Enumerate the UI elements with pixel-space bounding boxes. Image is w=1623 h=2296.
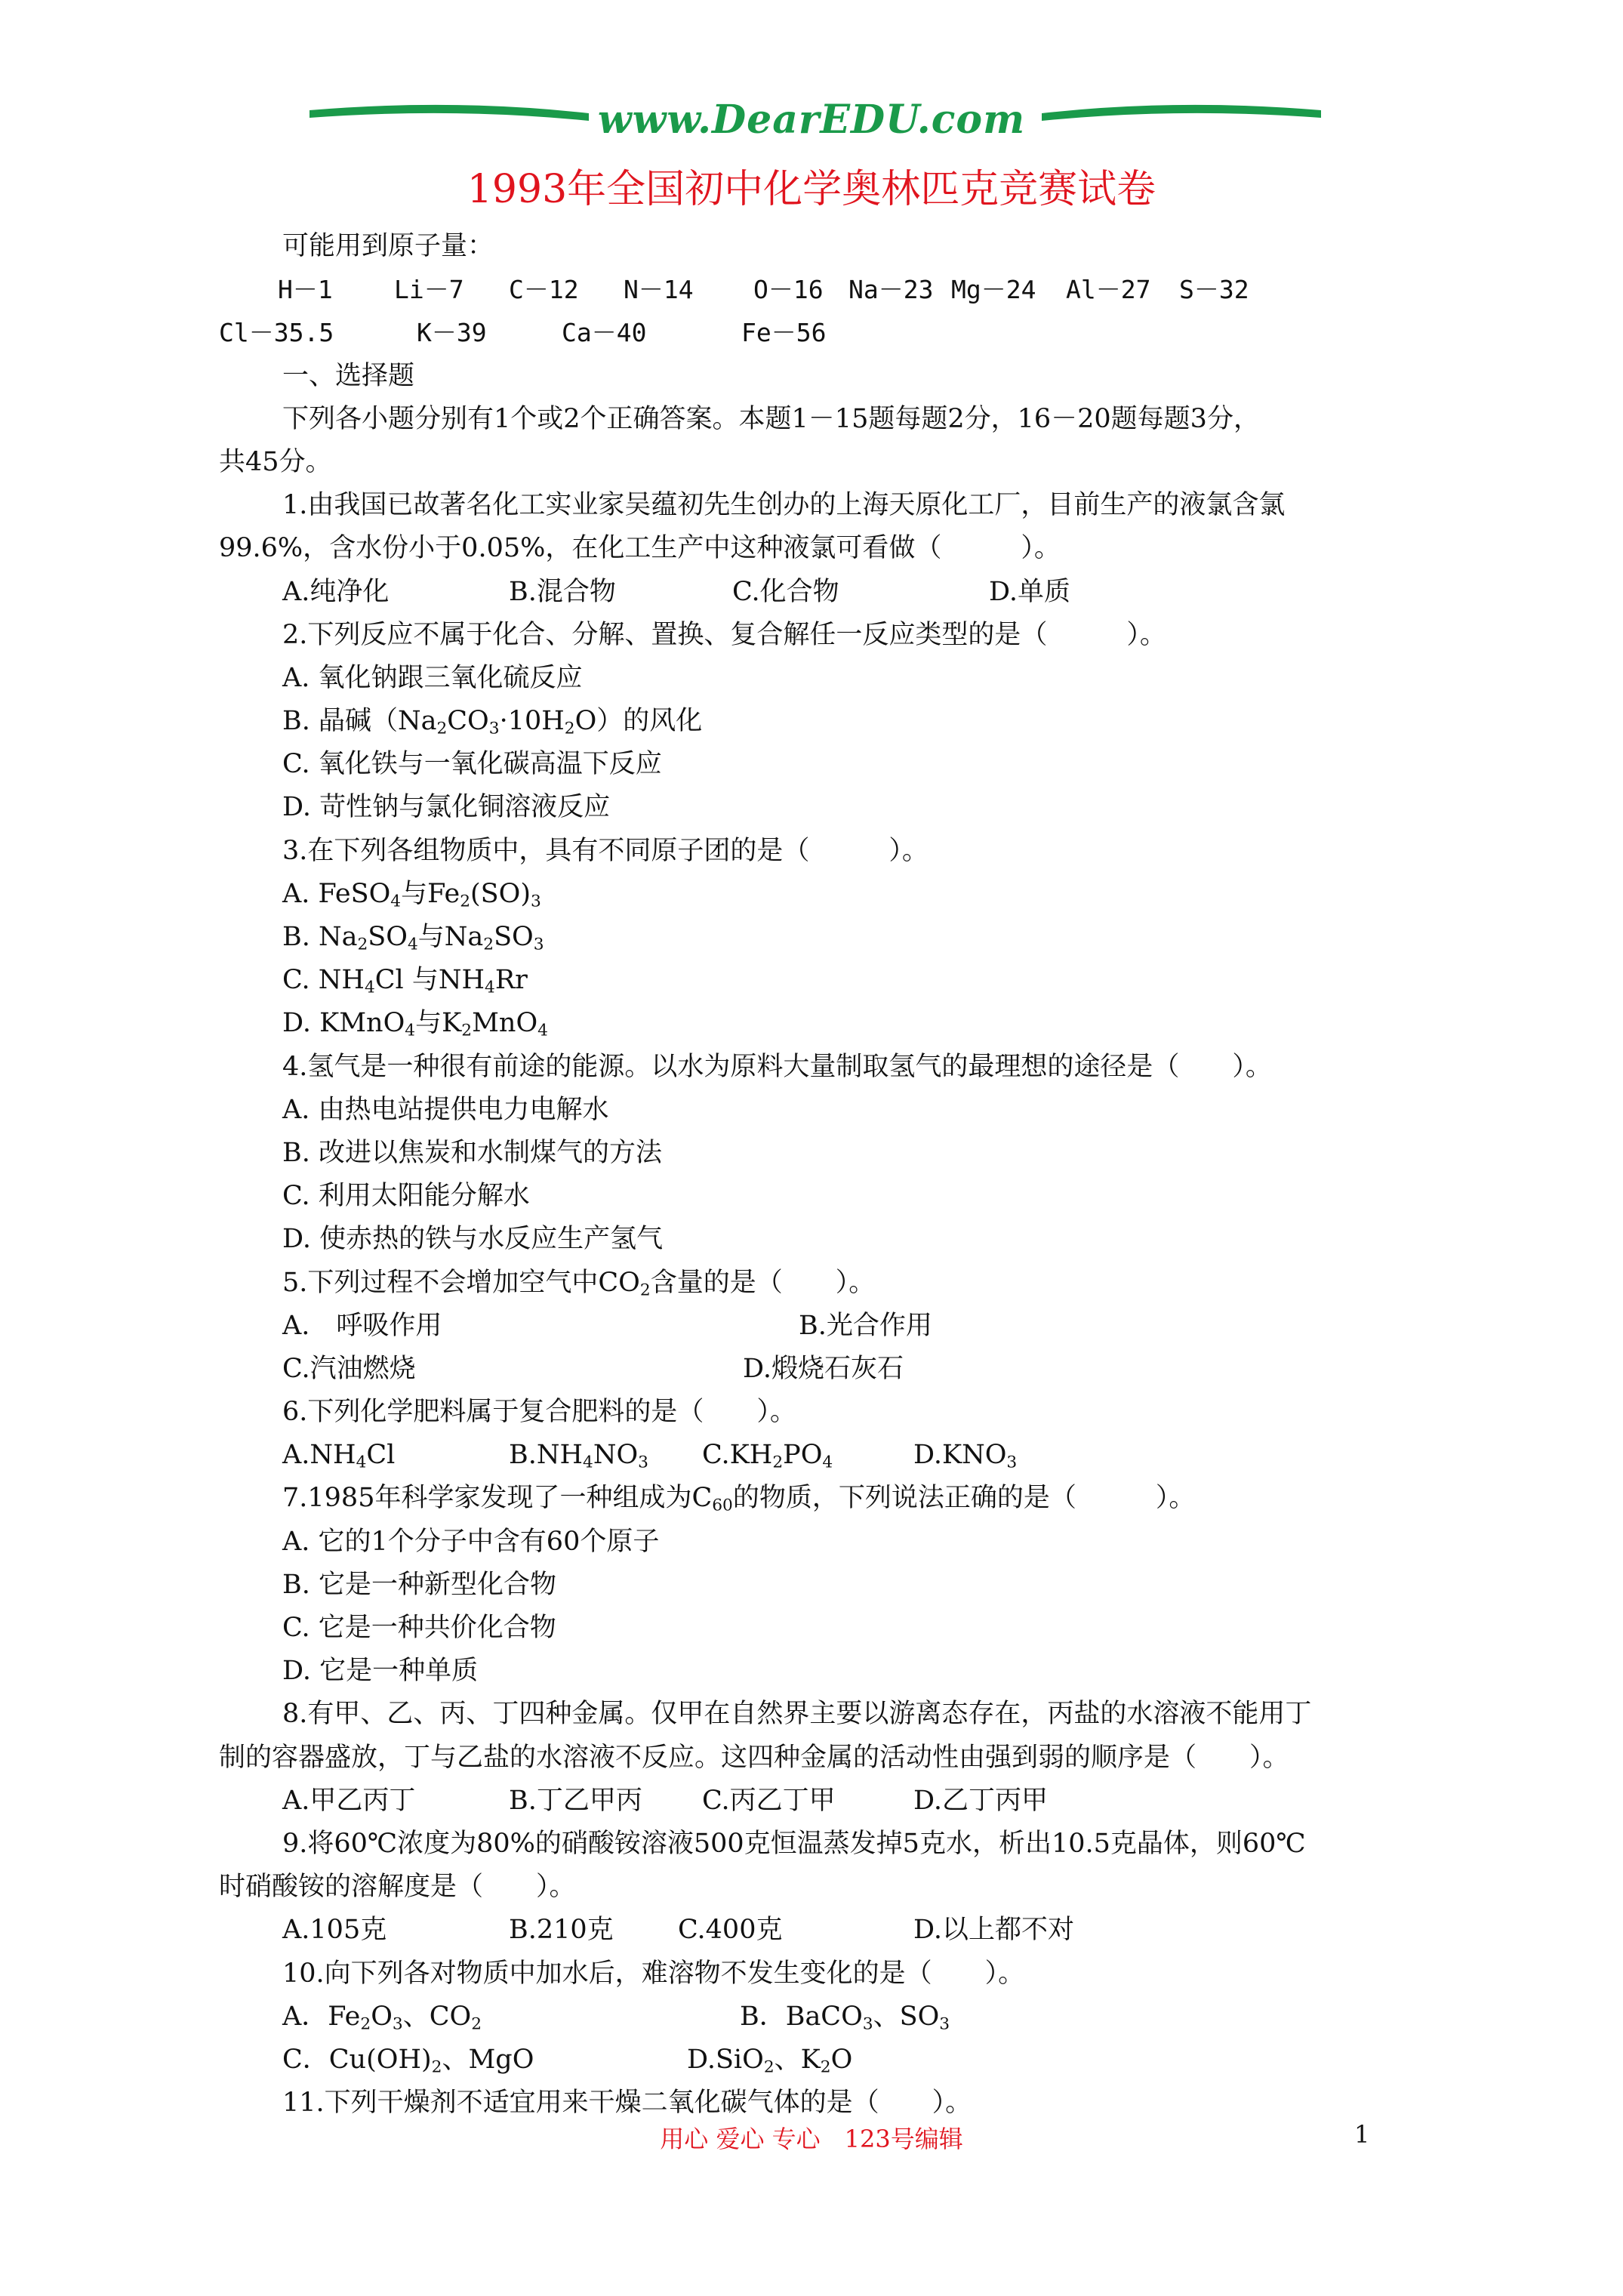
option-d: D. 它是一种单质 (282, 1656, 479, 1687)
option-a: A. 呼吸作用 (282, 1310, 442, 1341)
option-c: C.400克 (678, 1915, 783, 1946)
site-name[interactable]: www.DearEDU.com (597, 97, 1026, 143)
question-5-options-row-1 (219, 1305, 1412, 1348)
atomic-weight: Cl－35.5 (219, 318, 334, 348)
option-b: B.丁乙甲丙 (509, 1785, 642, 1816)
option-b: B.光合作用 (799, 1310, 932, 1341)
question-11-stem: 11.下列干燥剂不适宜用来干燥二氧化碳气体的是（ ）。 (282, 2088, 972, 2119)
question-10-stem: 10.向下列各对物质中加水后，难溶物不发生变化的是（ ）。 (282, 1958, 1025, 1989)
question-6-stem: 6.下列化学肥料属于复合肥料的是（ ）。 (282, 1397, 796, 1428)
option-b: B. $Na_2SO_4$与$Na_2SO_3$ (282, 922, 544, 954)
option-a: A. 它的1个分子中含有60个原子 (282, 1526, 660, 1557)
option-c: $C.KH_2PO_4$ (702, 1440, 833, 1472)
atomic-weight-row-2 (219, 311, 1412, 354)
option-b: B.混合物 (509, 576, 616, 607)
question-8-stem: 制的容器盛放，丁与乙盐的水溶液不反应。这四种金属的活动性由强到弱的顺序是（ ）。 (219, 1742, 1289, 1773)
option-c: C. $NH_4Cl$ 与$NH_4Rr$ (282, 965, 528, 997)
atomic-weight: S－32 (1179, 275, 1249, 305)
atomic-weight: H－1 (278, 275, 333, 305)
option-b: B. 改进以焦炭和水制煤气的方法 (282, 1137, 662, 1168)
option-d: D. 苛性钠与氯化铜溶液反应 (282, 792, 611, 823)
section-intro: 共45分。 (219, 446, 332, 477)
option-d: D.煅烧石灰石 (743, 1353, 904, 1384)
question-6-options (219, 1434, 1412, 1477)
section-heading: 一、选择题 (282, 360, 415, 391)
question-4-stem: 4.氢气是一种很有前途的能源。以水为原料大量制取氢气的最理想的途径是（ ）。 (282, 1051, 1272, 1082)
option-b: $B.NH_4NO_3$ (509, 1440, 648, 1472)
option-a: $A.NH_4Cl$ (282, 1440, 396, 1472)
question-7-stem: 7.1985年科学家发现了一种组成为$C_{60}$的物质，下列说法正确的是（ ）。 (282, 1483, 1196, 1515)
option-c: C. 氧化铁与一氧化碳高温下反应 (282, 749, 662, 780)
atomic-weight: O－16 (753, 275, 824, 305)
question-9-stem: 9.将60℃浓度为80%的硝酸铵溶液500克恒温蒸发掉5克水，析出10.5克晶体，则60℃ (282, 1828, 1306, 1859)
question-1-options (219, 571, 1412, 614)
option-c: C.汽油燃烧 (282, 1353, 416, 1384)
site-banner (0, 91, 1623, 159)
option-c: C．$Cu(OH)_2$、MgO (282, 2044, 534, 2077)
option-d: D.以上都不对 (913, 1915, 1074, 1946)
option-a: A. 氧化钠跟三氧化硫反应 (282, 662, 583, 693)
option-d: D. 使赤热的铁与水反应生产氢气 (282, 1224, 664, 1255)
question-5-options-row-2 (219, 1348, 1412, 1391)
atomic-weight: C－12 (509, 275, 579, 305)
option-c: C. 利用太阳能分解水 (282, 1181, 530, 1212)
option-b: B．BaCO$_3$、$SO_3$ (740, 2001, 950, 2034)
option-a: A.纯净化 (282, 576, 390, 607)
option-d: D.单质 (989, 576, 1070, 607)
atomic-weight-row-1 (219, 268, 1412, 311)
atomic-weight: Li－7 (394, 275, 464, 305)
atomic-weight: Fe－56 (741, 318, 827, 348)
option-a: A．$Fe_2O_3$、$CO_2$ (282, 2001, 482, 2034)
page-footer: 用心 爱心 专心 123号编辑 (660, 2125, 963, 2153)
page-number: 1 (1354, 2120, 1370, 2149)
option-d: D.SiO$_2$、$K_2O$ (687, 2044, 853, 2077)
atomic-weight: Ca－40 (562, 318, 647, 348)
atomic-weight: K－39 (417, 318, 487, 348)
question-8-options (219, 1780, 1412, 1823)
question-8-stem: 8.有甲、乙、丙、丁四种金属。仅甲在自然界主要以游离态存在，丙盐的水溶液不能用丁 (282, 1699, 1312, 1730)
option-d: D. KMnO$_4$与$K_2MnO_4$ (282, 1008, 548, 1040)
question-3-stem: 3.在下列各组物质中，具有不同原子团的是（ ）。 (282, 835, 929, 866)
option-a: A.105克 (282, 1915, 387, 1946)
question-2-stem: 2.下列反应不属于化合、分解、置换、复合解任一反应类型的是（ ）。 (282, 619, 1166, 650)
question-10-options-row-1 (219, 1996, 1412, 2039)
question-9-options (219, 1909, 1412, 1952)
option-a: A. 由热电站提供电力电解水 (282, 1094, 609, 1125)
question-10-options-row-2 (219, 2039, 1412, 2082)
option-d: D.乙丁丙甲 (913, 1785, 1048, 1816)
option-a: A. FeSO$_4$与$Fe_2(SO)_3$ (282, 878, 541, 911)
atomic-weight-label: 可能用到原子量： (282, 231, 494, 261)
option-a: A.甲乙丙丁 (282, 1785, 416, 1816)
option-d: $D.KNO_3$ (913, 1440, 1018, 1472)
question-1-stem: 99.6%，含水份小于0.05%，在化工生产中这种液氯可看做（ ）。 (219, 533, 1061, 564)
exam-body (219, 225, 1412, 2125)
question-5-stem: 5.下列过程不会增加空气中$CO_2$含量的是（ ）。 (282, 1267, 876, 1299)
page-title: 1993年全国初中化学奥林匹克竞赛试卷 (467, 167, 1156, 212)
option-b: B. 它是一种新型化合物 (282, 1569, 556, 1600)
question-1-stem: 1.由我国已故著名化工实业家吴蕴初先生创办的上海天原化工厂，目前生产的液氯含氯 (282, 490, 1286, 521)
atomic-weight: N－14 (624, 275, 694, 305)
option-c: C. 它是一种共价化合物 (282, 1613, 556, 1643)
atomic-weight: Mg－24 (951, 275, 1036, 305)
option-b: B. 晶碱$(Na_2CO_3\cdot 10H_2O)$的风化 (282, 706, 703, 738)
option-c: C.化合物 (732, 576, 839, 607)
atomic-weight: Na－23 (848, 275, 934, 305)
option-b: B.210克 (509, 1915, 614, 1946)
question-9-stem: 时硝酸铵的溶解度是（ ）。 (219, 1872, 576, 1903)
option-c: C.丙乙丁甲 (702, 1785, 836, 1816)
section-intro: 下列各小题分别有1个或2个正确答案。本题1－15题每题2分，16－20题每题3分， (282, 403, 1260, 434)
atomic-weight: Al－27 (1066, 275, 1151, 305)
